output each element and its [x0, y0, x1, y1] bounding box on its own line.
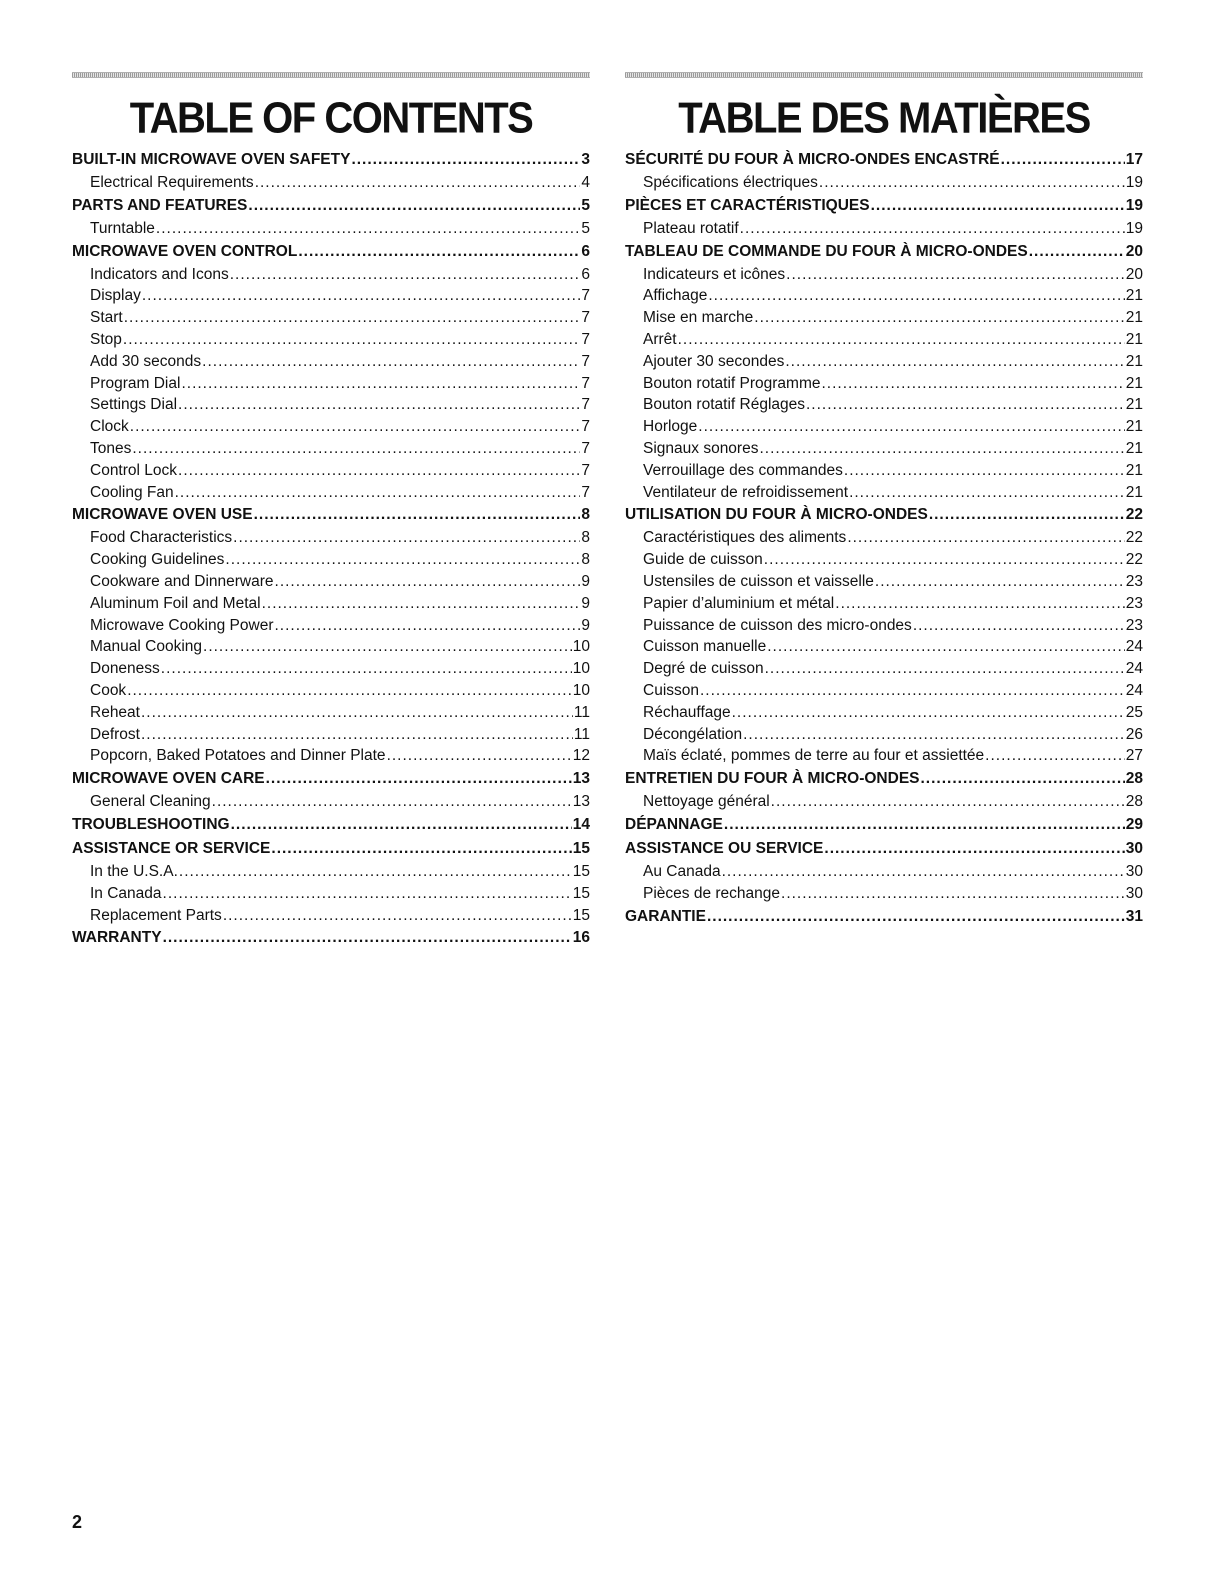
toc-entry-page: 29: [1125, 815, 1143, 833]
toc-entry-page: 9: [581, 616, 590, 634]
toc-entry-page: 8: [581, 551, 590, 569]
toc-entry-label: TROUBLESHOOTING: [72, 815, 230, 833]
toc-subsection-entry: [625, 549, 1143, 571]
toc-entry-page: 7: [581, 461, 590, 479]
toc-subsection-entry: [625, 373, 1143, 395]
toc-entry-page: 6: [581, 242, 590, 260]
top-rule: [625, 72, 1143, 78]
dot-leader: [178, 460, 580, 482]
dot-leader: [202, 351, 580, 373]
toc-entry-page: 21: [1125, 287, 1143, 305]
toc-entry-page: 12: [572, 747, 590, 765]
toc-entry-page: 19: [1125, 174, 1143, 191]
toc-entry-page: 9: [581, 572, 590, 590]
dot-leader: [156, 218, 580, 240]
toc-subsection-entry: [72, 373, 590, 395]
toc-subsection-entry: [72, 571, 590, 593]
toc-subsection-entry: [72, 527, 590, 549]
toc-subsection-entry: [625, 745, 1143, 767]
toc-entry-label: Doneness: [90, 660, 160, 678]
toc-section-entry: [72, 194, 590, 218]
toc-entry-label: Start: [90, 309, 123, 327]
toc-entry-label: Ajouter 30 secondes: [643, 352, 785, 370]
toc-subsection-entry: [72, 285, 590, 307]
toc-entry-page: 28: [1125, 770, 1143, 788]
toc-entry-page: 5: [581, 196, 590, 214]
toc-entry-page: 7: [581, 439, 590, 457]
toc-section-entry: [625, 148, 1143, 172]
dot-leader: [708, 285, 1124, 307]
dot-leader: [819, 172, 1125, 194]
toc-entry-page: 5: [581, 219, 590, 237]
toc-subsection-entry: [72, 172, 590, 194]
toc-entry-label: TABLEAU DE COMMANDE DU FOUR À MICRO-ONDES: [625, 242, 1028, 260]
toc-entry-label: Ventilateur de refroidissement: [643, 483, 849, 501]
toc-entry-label: Popcorn, Baked Potatoes and Dinner Plate: [90, 747, 386, 765]
dot-leader: [824, 837, 1124, 861]
dot-leader: [132, 438, 580, 460]
toc-subsection-entry: [72, 438, 590, 460]
toc-section-entry: [625, 905, 1143, 929]
toc-entry-label: Cooling Fan: [90, 483, 174, 501]
toc-entry-page: 30: [1125, 862, 1143, 880]
toc-entry-label: Mise en marche: [643, 309, 754, 327]
dot-leader: [271, 837, 571, 861]
toc-entry-page: 30: [1125, 839, 1143, 857]
toc-subsection-entry: [625, 416, 1143, 438]
dot-leader: [130, 416, 581, 438]
dot-leader: [678, 329, 1125, 351]
toc-entry-label: In the U.S.A.: [90, 862, 178, 880]
toc-subsection-entry: [72, 883, 590, 905]
toc-list: [625, 148, 1143, 929]
toc-entry-page: 19: [1125, 196, 1143, 214]
toc-subsection-entry: [625, 680, 1143, 702]
toc-entry-label: Guide de cuisson: [643, 551, 763, 569]
dot-leader: [849, 482, 1125, 504]
dot-leader: [141, 724, 573, 746]
toc-entry-label: Bouton rotatif Programme: [643, 374, 821, 392]
dot-leader: [179, 861, 572, 883]
dot-leader: [847, 527, 1124, 549]
dot-leader: [248, 194, 580, 218]
dot-leader: [266, 767, 572, 791]
toc-subsection-entry: [625, 883, 1143, 905]
toc-entry-page: 17: [1125, 151, 1143, 168]
toc-entry-page: 22: [1125, 551, 1143, 569]
toc-entry-label: General Cleaning: [90, 793, 211, 811]
dot-leader: [223, 905, 572, 927]
toc-entry-label: Add 30 seconds: [90, 352, 202, 370]
dot-leader: [254, 503, 581, 527]
french-toc-column: [625, 72, 1143, 929]
dot-leader: [785, 351, 1124, 373]
dot-leader: [913, 615, 1125, 637]
toc-section-entry: [625, 240, 1143, 264]
toc-entry-page: 15: [572, 839, 590, 857]
toc-subsection-entry: [625, 438, 1143, 460]
toc-entry-label: MICROWAVE OVEN CONTROL: [72, 242, 298, 260]
toc-subsection-entry: [72, 593, 590, 615]
toc-entry-page: 21: [1125, 396, 1143, 414]
toc-subsection-entry: [625, 658, 1143, 680]
toc-subsection-entry: [625, 218, 1143, 240]
toc-section-entry: [625, 194, 1143, 218]
toc-entry-page: 7: [581, 330, 590, 348]
toc-entry-page: 6: [581, 265, 590, 283]
toc-entry-page: 22: [1125, 506, 1143, 524]
toc-entry-label: Au Canada: [643, 862, 721, 880]
dot-leader: [175, 482, 581, 504]
toc-subsection-entry: [72, 549, 590, 571]
toc-entry-label: Plateau rotatif: [643, 219, 739, 237]
toc-entry-page: 7: [581, 483, 590, 501]
toc-entry-page: 28: [1125, 793, 1143, 811]
toc-entry-page: 21: [1125, 461, 1143, 479]
toc-subsection-entry: [625, 861, 1143, 883]
dot-leader: [759, 438, 1124, 460]
toc-entry-page: 15: [572, 884, 590, 902]
toc-subsection-entry: [72, 905, 590, 927]
toc-subsection-entry: [72, 791, 590, 813]
toc-section-entry: [72, 503, 590, 527]
toc-section-entry: [72, 148, 590, 172]
toc-subsection-entry: [72, 329, 590, 351]
toc-subsection-entry: [625, 593, 1143, 615]
toc-entry-label: Microwave Cooking Power: [90, 616, 274, 634]
toc-entry-page: 7: [581, 396, 590, 414]
page-number: 2: [72, 1512, 83, 1532]
toc-entry-label: Settings Dial: [90, 396, 178, 414]
toc-entry-page: 7: [581, 374, 590, 392]
toc-entry-page: 9: [581, 594, 590, 612]
toc-entry-label: Electrical Requirements: [90, 174, 254, 191]
dot-leader: [351, 148, 580, 172]
toc-entry-label: BUILT-IN MICROWAVE OVEN SAFETY: [72, 151, 351, 168]
toc-entry-label: Bouton rotatif Réglages: [643, 396, 805, 414]
dot-leader: [786, 264, 1125, 286]
toc-entry-label: Control Lock: [90, 461, 178, 479]
toc-entry-page: 3: [581, 151, 590, 168]
toc-entry-label: Décongélation: [643, 725, 743, 743]
toc-entry-label: Reheat: [90, 703, 140, 721]
toc-entry-page: 16: [572, 929, 590, 947]
dot-leader: [142, 285, 581, 307]
toc-entry-label: Ustensiles de cuisson et vaisselle: [643, 572, 874, 590]
toc-list: [72, 148, 590, 950]
toc-subsection-entry: [72, 416, 590, 438]
toc-entry-label: Spécifications électriques: [643, 174, 818, 191]
toc-entry-page: 21: [1125, 330, 1143, 348]
toc-entry-label: Signaux sonores: [643, 439, 759, 457]
dot-leader: [1001, 148, 1125, 172]
dot-leader: [1029, 240, 1125, 264]
toc-entry-label: Program Dial: [90, 374, 181, 392]
toc-entry-label: Food Characteristics: [90, 529, 233, 547]
toc-entry-page: 8: [581, 506, 590, 524]
toc-entry-page: 11: [573, 703, 590, 721]
dot-leader: [387, 745, 572, 767]
toc-entry-label: Caractéristiques des aliments: [643, 529, 847, 547]
toc-entry-label: Indicateurs et icônes: [643, 265, 786, 283]
toc-entry-label: UTILISATION DU FOUR À MICRO-ONDES: [625, 506, 928, 524]
toc-entry-page: 13: [572, 793, 590, 811]
toc-section-entry: [72, 813, 590, 837]
toc-entry-label: Maïs éclaté, pommes de terre au four et assiettée: [643, 747, 985, 765]
toc-entry-label: Clock: [90, 418, 129, 436]
toc-entry-label: Réchauffage: [643, 703, 731, 721]
toc-entry-page: 10: [572, 681, 590, 699]
toc-subsection-entry: [625, 527, 1143, 549]
toc-entry-label: Replacement Parts: [90, 906, 222, 924]
toc-entry-page: 7: [581, 309, 590, 327]
page-title: TABLE DES MATIÈRES: [678, 94, 1090, 142]
dot-leader: [767, 636, 1125, 658]
dot-leader: [225, 549, 580, 571]
dot-leader: [212, 791, 572, 813]
dot-leader: [700, 680, 1125, 702]
dot-leader: [275, 571, 581, 593]
toc-subsection-entry: [72, 702, 590, 724]
toc-subsection-entry: [72, 680, 590, 702]
toc-section-entry: [72, 837, 590, 861]
toc-section-entry: [72, 767, 590, 791]
toc-subsection-entry: [625, 702, 1143, 724]
toc-entry-page: 14: [572, 815, 590, 833]
dot-leader: [707, 905, 1125, 929]
toc-subsection-entry: [72, 861, 590, 883]
toc-entry-page: 20: [1125, 242, 1143, 260]
toc-section-entry: [72, 926, 590, 950]
toc-entry-page: 26: [1125, 725, 1143, 743]
toc-entry-page: 22: [1125, 529, 1143, 547]
toc-entry-label: Nettoyage général: [643, 793, 770, 811]
dot-leader: [161, 658, 572, 680]
dot-leader: [181, 373, 580, 395]
toc-subsection-entry: [625, 571, 1143, 593]
toc-entry-page: 21: [1125, 483, 1143, 501]
toc-entry-page: 10: [572, 638, 590, 656]
dot-leader: [141, 702, 573, 724]
toc-section-entry: [625, 503, 1143, 527]
dot-leader: [123, 329, 580, 351]
dot-leader: [233, 527, 580, 549]
dot-leader: [754, 307, 1124, 329]
dot-leader: [781, 883, 1125, 905]
toc-subsection-entry: [72, 460, 590, 482]
dot-leader: [203, 636, 572, 658]
toc-subsection-entry: [72, 658, 590, 680]
toc-entry-page: 23: [1125, 594, 1143, 612]
toc-entry-page: 21: [1125, 309, 1143, 327]
dot-leader: [929, 503, 1125, 527]
toc-subsection-entry: [625, 285, 1143, 307]
dot-leader: [821, 373, 1124, 395]
toc-entry-page: 23: [1125, 572, 1143, 590]
toc-subsection-entry: [625, 394, 1143, 416]
toc-entry-page: 21: [1125, 418, 1143, 436]
toc-entry-page: 30: [1125, 884, 1143, 902]
toc-entry-page: 31: [1125, 907, 1143, 925]
toc-entry-label: ASSISTANCE OU SERVICE: [625, 839, 824, 857]
toc-subsection-entry: [72, 615, 590, 637]
toc-subsection-entry: [72, 307, 590, 329]
toc-entry-label: Indicators and Icons: [90, 265, 229, 283]
dot-leader: [743, 724, 1125, 746]
dot-leader: [985, 745, 1125, 767]
toc-entry-label: In Canada: [90, 884, 162, 902]
toc-entry-page: 21: [1125, 352, 1143, 370]
toc-subsection-entry: [625, 724, 1143, 746]
dot-leader: [722, 861, 1125, 883]
dot-leader: [275, 615, 581, 637]
toc-entry-page: 8: [581, 529, 590, 547]
toc-subsection-entry: [625, 172, 1143, 194]
toc-entry-page: 13: [572, 770, 590, 788]
top-rule: [72, 72, 590, 78]
toc-subsection-entry: [625, 307, 1143, 329]
toc-entry-page: 11: [573, 725, 590, 743]
dot-leader: [724, 813, 1125, 837]
toc-entry-page: 7: [581, 287, 590, 305]
toc-subsection-entry: [72, 636, 590, 658]
dot-leader: [163, 883, 572, 905]
dot-leader: [764, 549, 1125, 571]
toc-entry-label: Cookware and Dinnerware: [90, 572, 274, 590]
toc-entry-page: 15: [572, 862, 590, 880]
toc-entry-label: MICROWAVE OVEN USE: [72, 506, 253, 524]
toc-section-entry: [72, 240, 590, 264]
toc-entry-label: Cuisson: [643, 681, 699, 699]
dot-leader: [231, 813, 572, 837]
toc-subsection-entry: [72, 264, 590, 286]
toc-section-entry: [625, 767, 1143, 791]
dot-leader: [255, 172, 581, 194]
dot-leader: [163, 926, 572, 950]
toc-entry-label: ASSISTANCE OR SERVICE: [72, 839, 271, 857]
dot-leader: [262, 593, 581, 615]
dot-leader: [298, 240, 580, 264]
toc-subsection-entry: [625, 460, 1143, 482]
dot-leader: [178, 394, 580, 416]
toc-subsection-entry: [625, 791, 1143, 813]
dot-leader: [127, 680, 572, 702]
dot-leader: [921, 767, 1125, 791]
dot-leader: [835, 593, 1124, 615]
dot-leader: [698, 416, 1124, 438]
toc-entry-page: 24: [1125, 638, 1143, 656]
toc-subsection-entry: [72, 745, 590, 767]
toc-entry-page: 4: [581, 174, 590, 191]
toc-entry-page: 21: [1125, 374, 1143, 392]
toc-subsection-entry: [72, 482, 590, 504]
toc-entry-label: Cuisson manuelle: [643, 638, 767, 656]
toc-subsection-entry: [625, 264, 1143, 286]
toc-entry-page: 7: [581, 352, 590, 370]
toc-entry-label: GARANTIE: [625, 907, 706, 925]
toc-entry-page: 27: [1125, 747, 1143, 765]
toc-entry-label: Puissance de cuisson des micro-ondes: [643, 616, 912, 634]
dot-leader: [771, 791, 1125, 813]
toc-entry-page: 23: [1125, 616, 1143, 634]
toc-entry-page: 10: [572, 660, 590, 678]
toc-entry-label: SÉCURITÉ DU FOUR À MICRO-ONDES ENCASTRÉ: [625, 151, 1000, 168]
dot-leader: [875, 571, 1125, 593]
toc-entry-label: WARRANTY: [72, 929, 162, 947]
toc-entry-label: Pièces de rechange: [643, 884, 781, 902]
toc-entry-label: Verrouillage des commandes: [643, 461, 843, 479]
toc-entry-label: Manual Cooking: [90, 638, 203, 656]
toc-entry-label: PIÈCES ET CARACTÉRISTIQUES: [625, 196, 870, 214]
toc-entry-label: Papier d’aluminium et métal: [643, 594, 835, 612]
toc-entry-page: 20: [1125, 265, 1143, 283]
page-title: TABLE OF CONTENTS: [129, 94, 533, 142]
dot-leader: [740, 218, 1125, 240]
toc-subsection-entry: [625, 329, 1143, 351]
toc-entry-label: DÉPANNAGE: [625, 815, 723, 833]
toc-entry-page: 25: [1125, 703, 1143, 721]
toc-entry-label: ENTRETIEN DU FOUR À MICRO-ONDES: [625, 770, 920, 788]
toc-entry-label: Turntable: [90, 219, 155, 237]
dot-leader: [871, 194, 1125, 218]
toc-entry-label: Display: [90, 287, 141, 305]
toc-entry-label: Affichage: [643, 287, 708, 305]
toc-entry-page: 24: [1125, 681, 1143, 699]
toc-subsection-entry: [625, 636, 1143, 658]
dot-leader: [844, 460, 1125, 482]
toc-entry-page: 7: [581, 418, 590, 436]
dot-leader: [230, 264, 581, 286]
toc-entry-page: 21: [1125, 439, 1143, 457]
toc-section-entry: [625, 837, 1143, 861]
toc-entry-page: 19: [1125, 219, 1143, 237]
toc-subsection-entry: [625, 351, 1143, 373]
toc-entry-label: Aluminum Foil and Metal: [90, 594, 261, 612]
toc-subsection-entry: [625, 482, 1143, 504]
toc-entry-page: 24: [1125, 660, 1143, 678]
toc-subsection-entry: [72, 351, 590, 373]
toc-entry-label: PARTS AND FEATURES: [72, 196, 248, 214]
toc-subsection-entry: [72, 724, 590, 746]
toc-subsection-entry: [72, 218, 590, 240]
toc-subsection-entry: [72, 394, 590, 416]
toc-entry-label: Degré de cuisson: [643, 660, 764, 678]
toc-section-entry: [625, 813, 1143, 837]
toc-entry-label: Stop: [90, 330, 122, 348]
toc-entry-label: Cooking Guidelines: [90, 551, 225, 569]
toc-entry-page: 15: [572, 906, 590, 924]
toc-subsection-entry: [625, 615, 1143, 637]
toc-entry-label: Arrêt: [643, 330, 677, 348]
toc-entry-label: Cook: [90, 681, 127, 699]
english-toc-column: [72, 72, 590, 950]
dot-leader: [765, 658, 1125, 680]
dot-leader: [806, 394, 1125, 416]
toc-entry-label: Defrost: [90, 725, 140, 743]
dot-leader: [732, 702, 1125, 724]
toc-entry-label: Tones: [90, 439, 132, 457]
dot-leader: [124, 307, 581, 329]
toc-entry-label: Horloge: [643, 418, 698, 436]
toc-entry-label: MICROWAVE OVEN CARE: [72, 770, 265, 788]
